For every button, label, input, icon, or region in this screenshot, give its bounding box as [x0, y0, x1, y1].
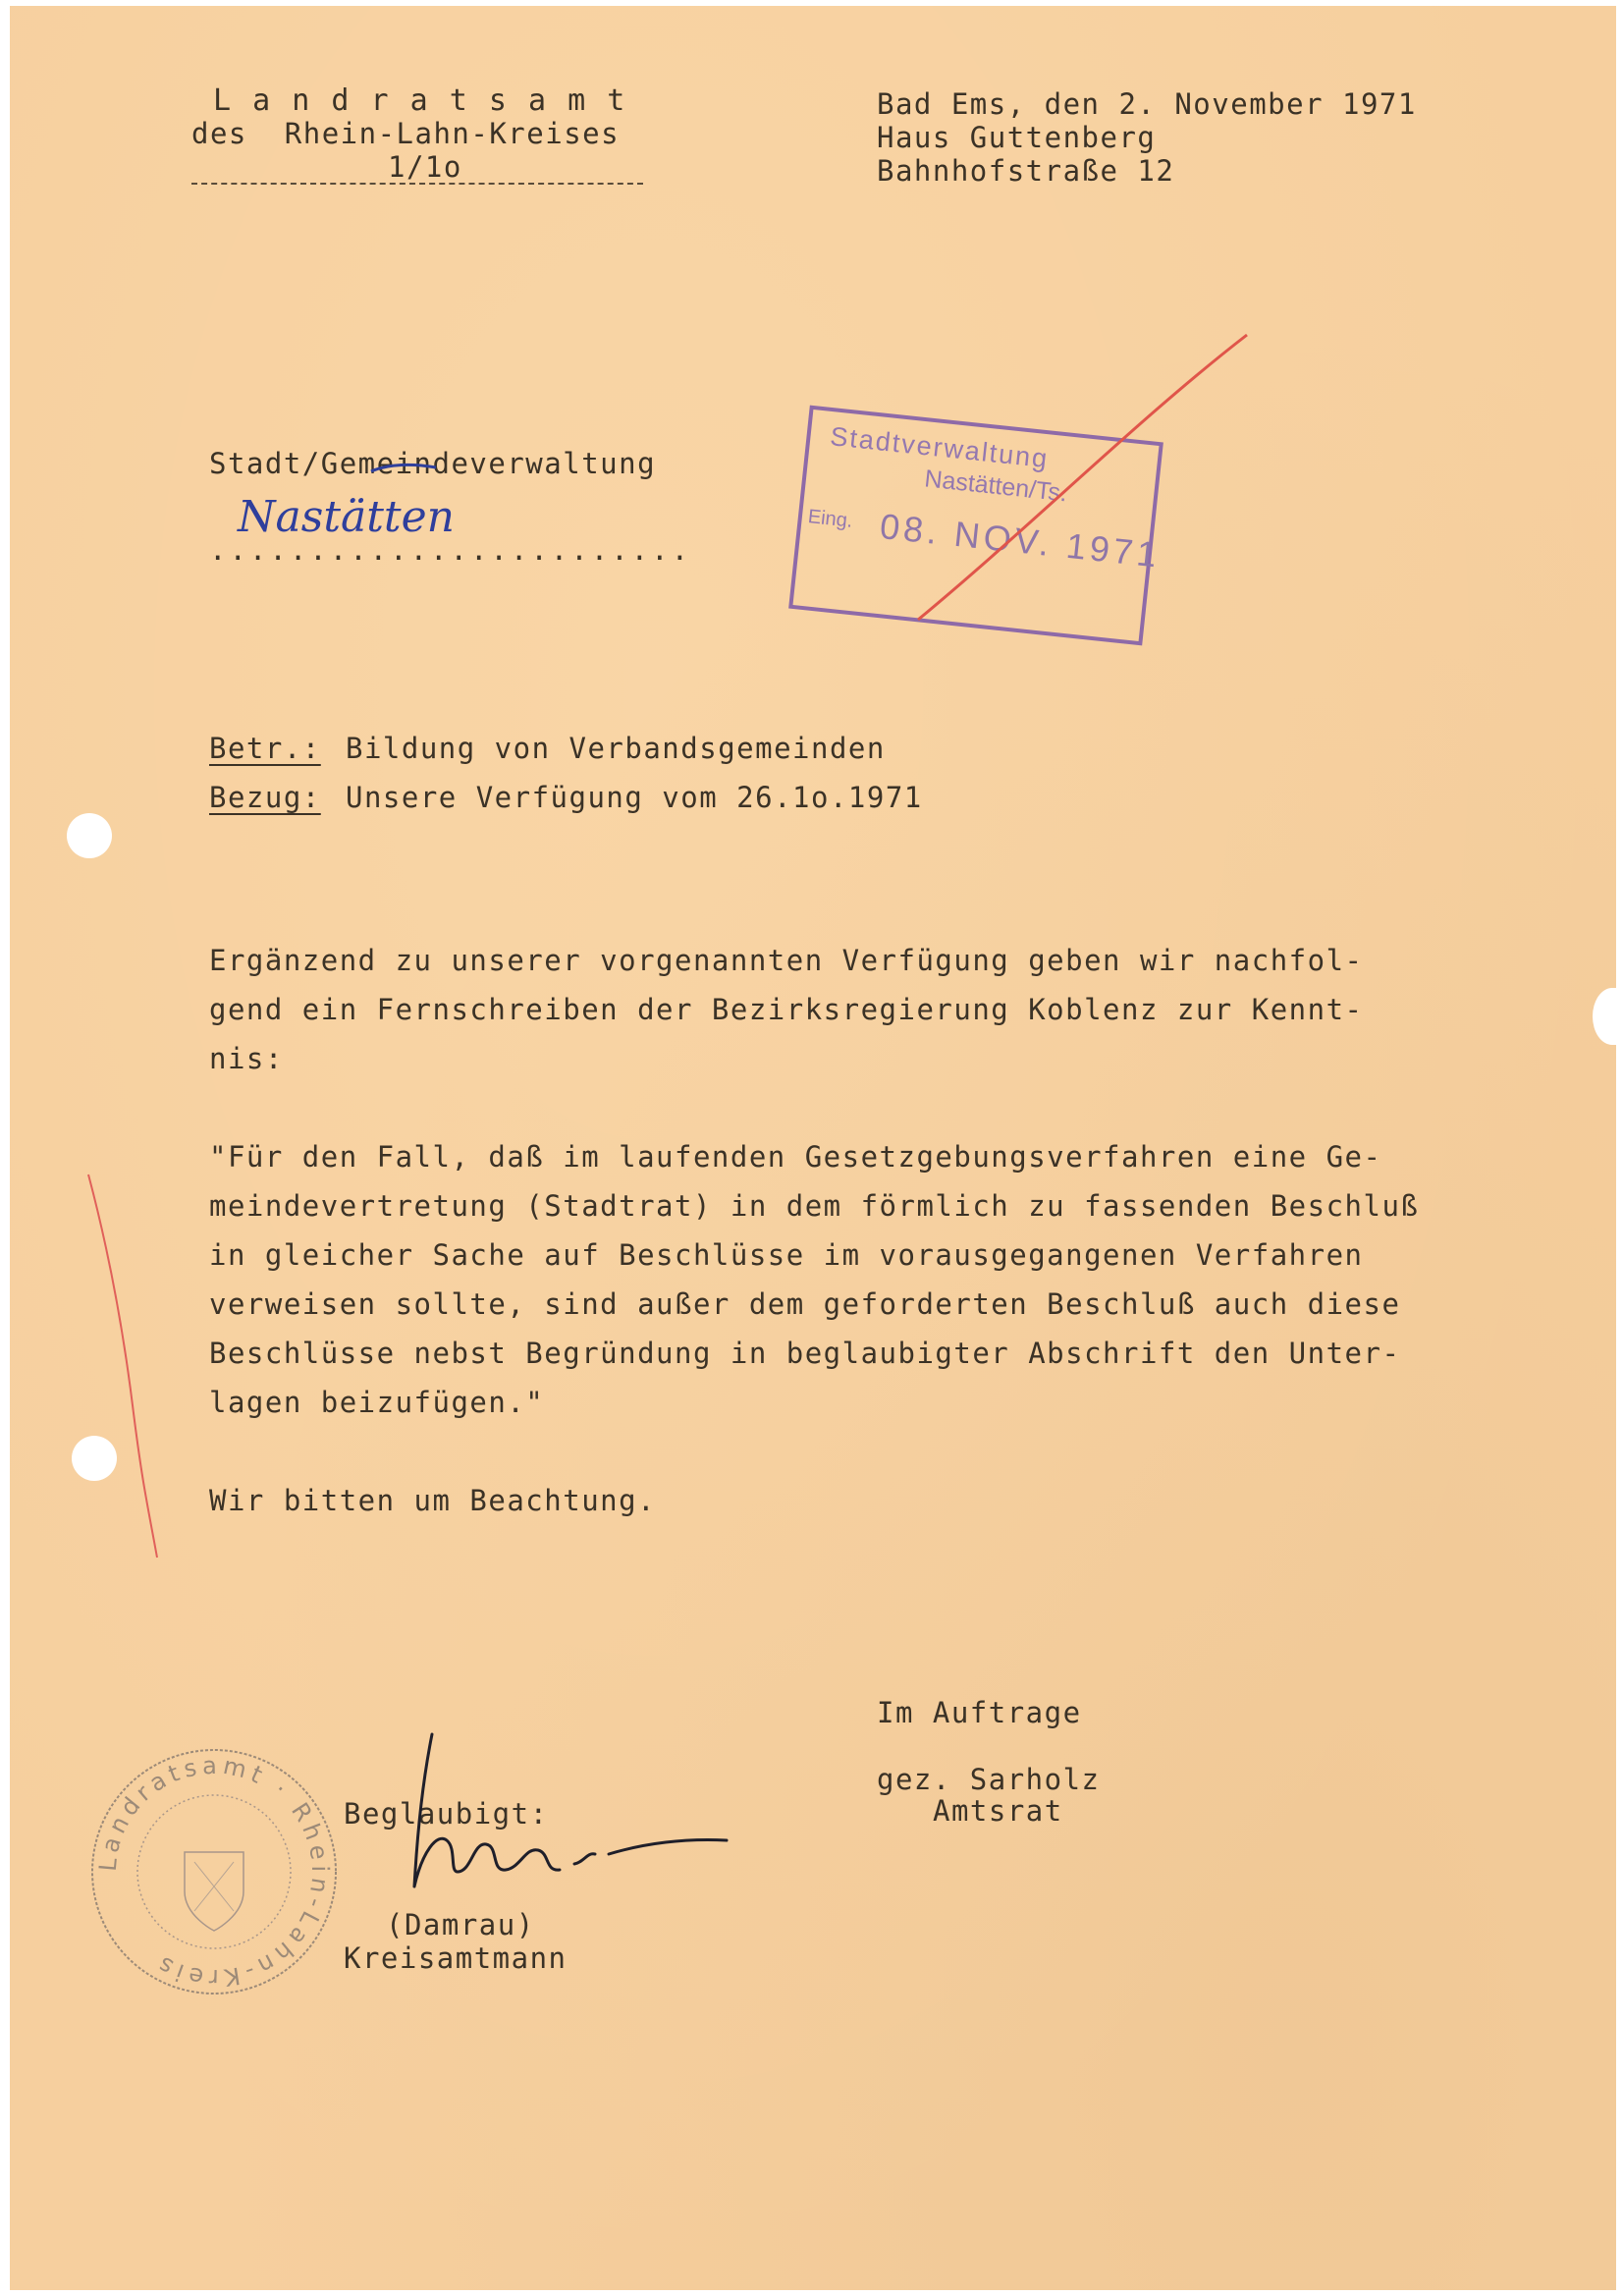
- bezug-label: Bezug:: [209, 781, 321, 814]
- place-date: Bad Ems, den 2. November 1971: [877, 87, 1417, 121]
- edge-tear: [1593, 988, 1623, 1045]
- address-street: Bahnhofstraße 12: [877, 154, 1175, 188]
- svg-text:Landratsamt · Rhein-Lahn-Kreis: [94, 1752, 334, 1992]
- official-seal: [86, 1744, 342, 2003]
- recipient-dotted-line: ........................: [209, 533, 692, 567]
- im-auftrage: Im Auftrage: [877, 1696, 1082, 1729]
- strikethrough-mark: [369, 460, 438, 475]
- recipient-typed: Stadt/Gemeindeverwaltung: [209, 447, 657, 480]
- address-building: Haus Guttenberg: [877, 121, 1157, 154]
- betr-text: Bildung von Verbandsgemeinden: [346, 732, 886, 765]
- bezug-text: Unsere Verfügung vom 26.1o.1971: [346, 781, 923, 814]
- signature-title: Amtsrat: [933, 1794, 1063, 1828]
- betr-label: Betr.:: [209, 732, 321, 765]
- letter-page: [10, 6, 1616, 2290]
- certification-name: (Damrau): [386, 1908, 535, 1941]
- quote-line: "Für den Fall, daß im laufenden Gesetzgebungsverfahren eine Ge-: [209, 1140, 1382, 1174]
- red-margin-mark: [79, 1170, 167, 1562]
- red-cross-out-mark: [913, 330, 1257, 625]
- sender-line2: des Rhein-Lahn-Kreises: [191, 117, 621, 150]
- punch-hole-top: [67, 813, 112, 858]
- certification-title: Kreisamtmann: [344, 1941, 568, 1975]
- body-intro-line: Ergänzend zu unserer vorgenannten Verfügung geben wir nachfol-: [209, 944, 1364, 977]
- closing-line: Wir bitten um Beachtung.: [209, 1484, 657, 1517]
- quote-line: Beschlüsse nebst Begründung in beglaubigter Abschrift den Unter-: [209, 1337, 1401, 1370]
- signature-gez: gez. Sarholz: [877, 1763, 1101, 1796]
- quote-line: verweisen sollte, sind außer dem geforderten Beschluß auch diese: [209, 1287, 1401, 1321]
- quote-line: lagen beizufügen.": [209, 1386, 545, 1419]
- seal-text: Landratsamt · Rhein-Lahn-Kreis: [93, 1751, 335, 1993]
- certification-label: Beglaubigt:: [344, 1797, 549, 1831]
- sender-line1: L a n d r a t s a m t: [213, 83, 627, 118]
- handwritten-signature: [363, 1724, 736, 1921]
- body-intro-line: gend ein Fernschreiben der Bezirksregierung Koblenz zur Kennt-: [209, 993, 1364, 1026]
- stamp-line1: Stadtverwaltung: [829, 421, 1051, 474]
- sender-reference: 1/1o: [388, 150, 462, 184]
- quote-line: in gleicher Sache auf Beschlüsse im vorausgegangenen Verfahren: [209, 1238, 1364, 1272]
- stamp-date: 08. NOV. 1971: [878, 505, 1163, 575]
- stamp-line2: Nastätten/Ts.: [923, 465, 1069, 508]
- body-intro-line: nis:: [209, 1042, 284, 1075]
- recipient-handwritten: Nastätten: [238, 492, 455, 542]
- quote-line: meindevertretung (Stadtrat) in dem förmlich zu fassenden Beschluß: [209, 1189, 1420, 1223]
- stamp-prefix: Eing.: [806, 506, 854, 532]
